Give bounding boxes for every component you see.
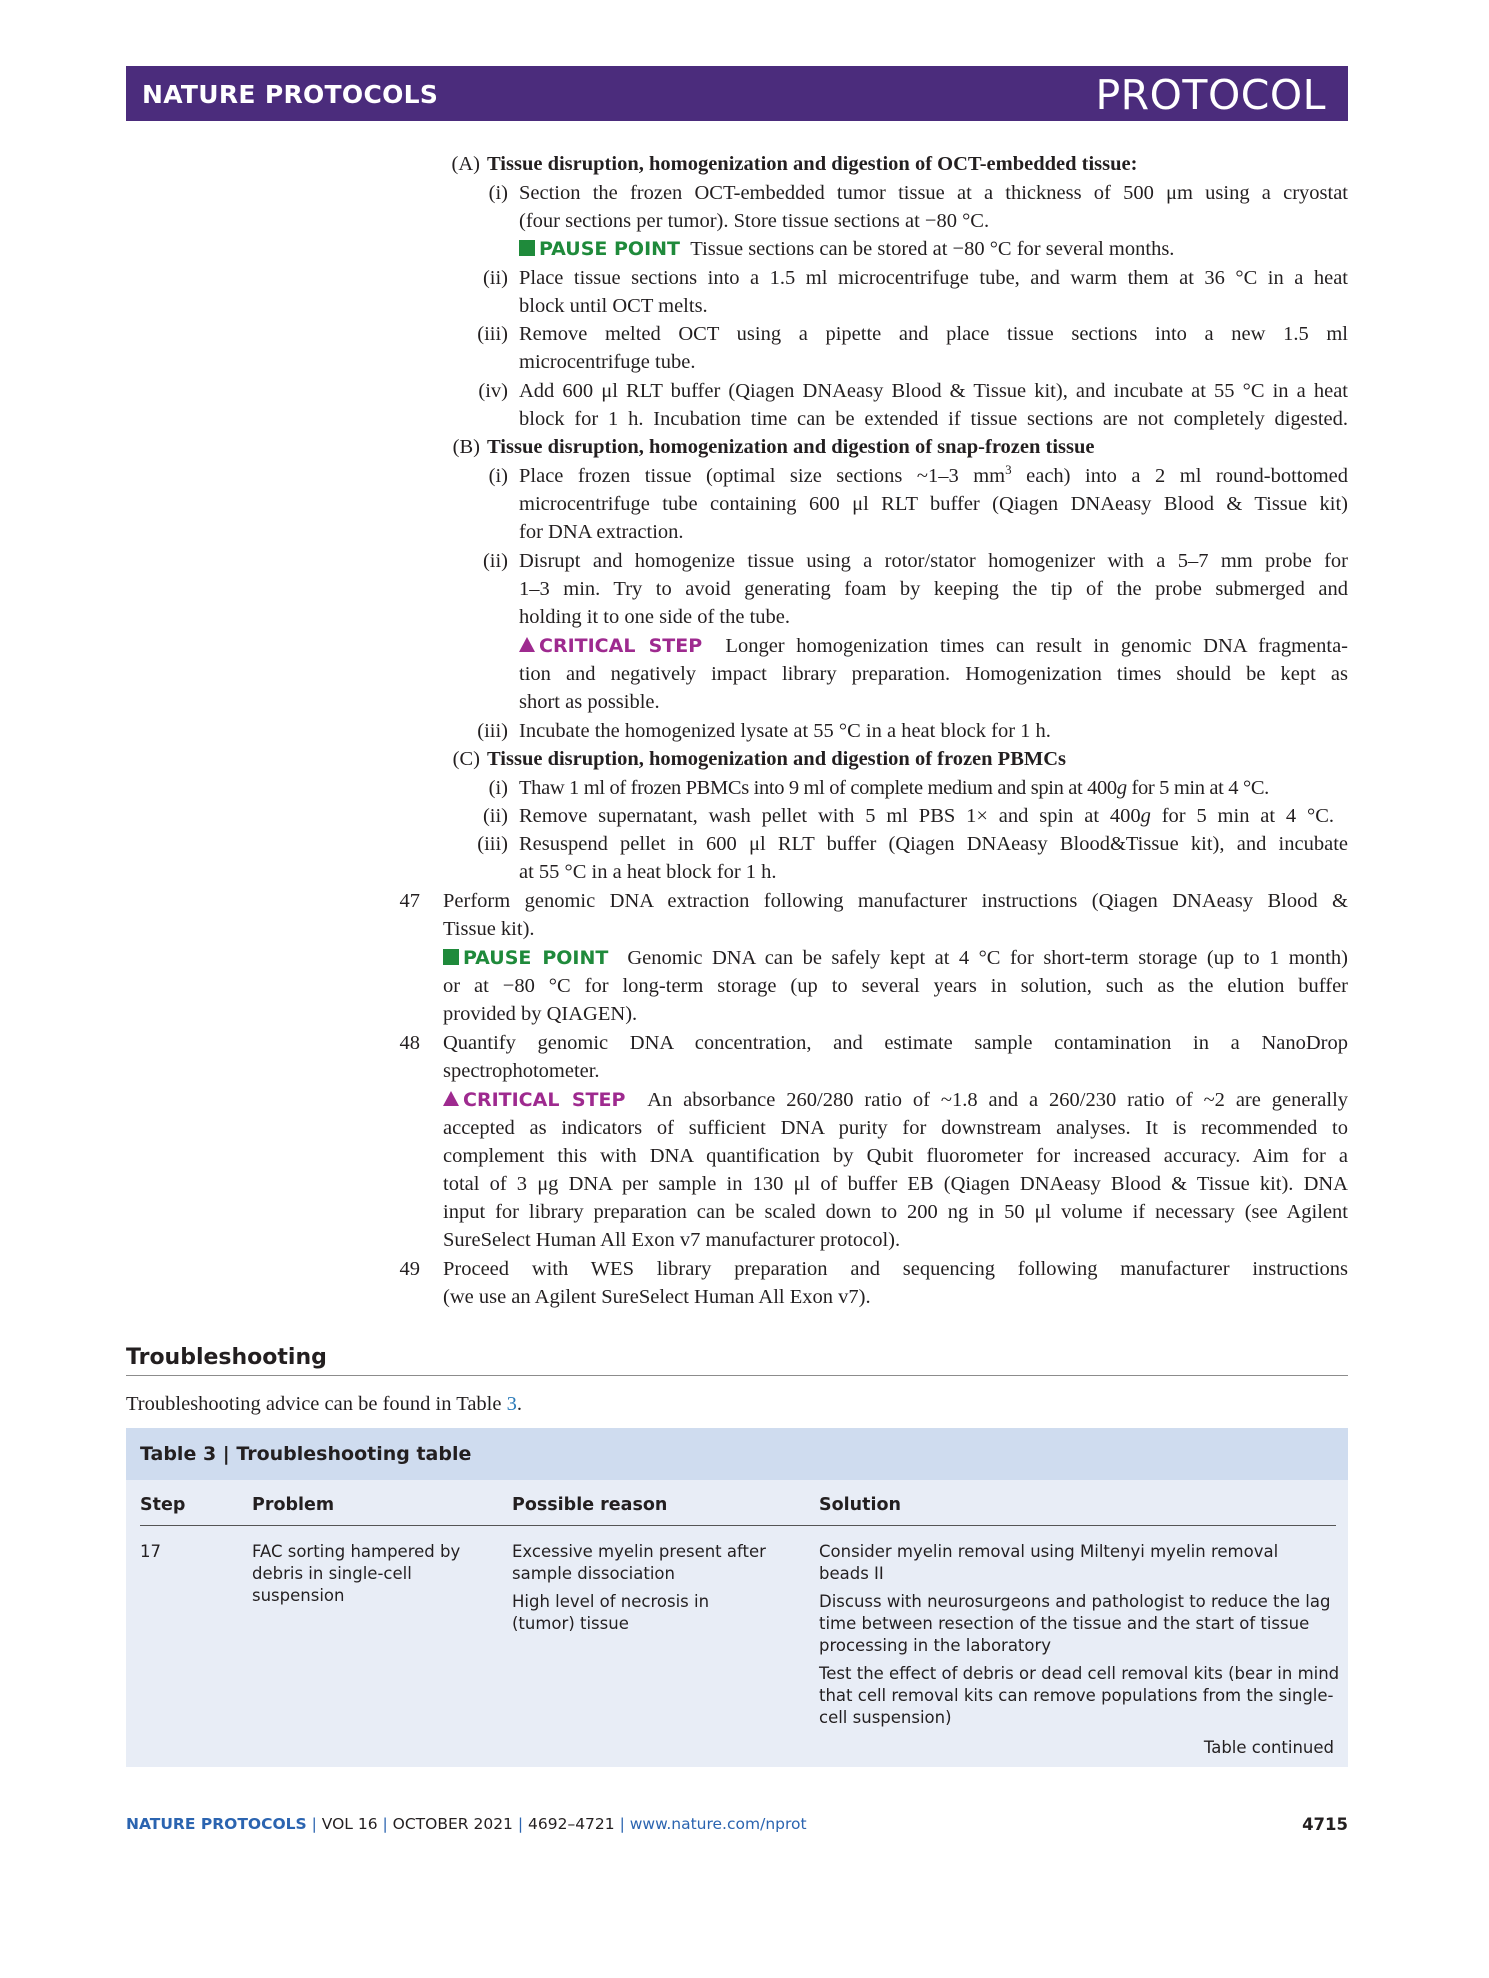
page-footer bbox=[126, 1815, 807, 1833]
cell-solution-line: beads II bbox=[819, 1564, 884, 1583]
italic-unit: g bbox=[1140, 805, 1151, 827]
text-line: microcentrifuge tube containing 600 μl RLT buffer (Qiagen DNAeasy Blood & Tissue kit) bbox=[519, 493, 1348, 515]
cell-solution-line: Discuss with neurosurgeons and pathologist to reduce the lag bbox=[819, 1592, 1331, 1611]
substep-num: (ii) bbox=[482, 267, 508, 289]
text-line: at 55 °C in a heat block for 1 h. bbox=[519, 861, 777, 883]
section-C-title: Tissue disruption, homogenization and digestion of frozen PBMCs bbox=[487, 748, 1067, 770]
text-line: Perform genomic DNA extraction following manufacturer instructions (Qiagen DNAeasy Blood & bbox=[443, 890, 1348, 912]
critical-step-note bbox=[519, 632, 1348, 660]
footer-separator: | bbox=[306, 1815, 322, 1833]
cell-reason-line: (tumor) tissue bbox=[512, 1614, 629, 1633]
text-line: accepted as indicators of sufficient DNA purity for downstream analyses. It is recommended to bbox=[443, 1117, 1348, 1139]
intro-end: . bbox=[516, 1393, 522, 1415]
footer-date: OCTOBER 2021 bbox=[392, 1815, 513, 1833]
text-line: for DNA extraction. bbox=[519, 521, 684, 543]
journal-name: NATURE PROTOCOLS bbox=[142, 80, 439, 109]
step-label-C: (C) bbox=[452, 748, 480, 770]
italic-unit: g bbox=[1116, 777, 1127, 799]
substep-num: (ii) bbox=[482, 550, 508, 572]
cell-solution-line: that cell removal kits can remove populations from the single- bbox=[819, 1686, 1334, 1705]
substep-num: (i) bbox=[488, 182, 508, 204]
text-line: microcentrifuge tube. bbox=[519, 351, 696, 373]
cell-solution-line: processing in the laboratory bbox=[819, 1636, 1052, 1655]
text-line: (four sections per tumor). Store tissue sections at −80 °C. bbox=[519, 210, 990, 232]
section-A-title: Tissue disruption, homogenization and digestion of OCT-embedded tissue: bbox=[487, 153, 1138, 175]
section-heading-troubleshooting: Troubleshooting bbox=[126, 1345, 327, 1370]
table-caption-title: Troubleshooting table bbox=[236, 1443, 472, 1465]
text-line: SureSelect Human All Exon v7 manufacturer protocol). bbox=[443, 1229, 901, 1251]
article-type: PROTOCOL bbox=[1095, 71, 1326, 119]
cell-problem-line: debris in single-cell bbox=[252, 1564, 412, 1583]
pause-point-label: PAUSE POINT bbox=[539, 238, 681, 260]
cell-solution-line: Test the effect of debris or dead cell removal kits (bear in mind bbox=[819, 1664, 1340, 1683]
text-line: Place tissue sections into a 1.5 ml microcentrifuge tube, and warm them at 36 °C in a heat bbox=[519, 267, 1348, 289]
journal-header-bar bbox=[126, 66, 1348, 121]
page-number: 4715 bbox=[1302, 1815, 1348, 1834]
text-line: Resuspend pellet in 600 μl RLT buffer (Qiagen DNAeasy Blood&Tissue kit), and incubate bbox=[519, 833, 1348, 855]
table-continued-note: Table continued bbox=[1203, 1738, 1334, 1757]
section-divider bbox=[126, 1375, 1348, 1376]
column-header-reason: Possible reason bbox=[512, 1495, 668, 1515]
text-line: block until OCT melts. bbox=[519, 295, 708, 317]
cell-reason-line: sample dissociation bbox=[512, 1564, 675, 1583]
table-header-rule bbox=[140, 1525, 1336, 1526]
text-line: input for library preparation can be scaled down to 200 ng in 50 μl volume if necessary (see Agilent bbox=[443, 1201, 1348, 1223]
text-line: Disrupt and homogenize tissue using a rotor/stator homogenizer with a 5–7 mm probe for bbox=[519, 550, 1348, 572]
substep-num: (iv) bbox=[478, 380, 508, 402]
text-segment: for 5 min at 4 °C. bbox=[1126, 777, 1269, 799]
critical-step-text: An absorbance 260/280 ratio of ~1.8 and a 260/230 ratio of ~2 are generally bbox=[647, 1089, 1349, 1111]
cell-solution-line: time between resection of the tissue and the start of tissue bbox=[819, 1614, 1310, 1633]
step-number-49: 49 bbox=[399, 1258, 420, 1280]
critical-step-label: CRITICAL STEP bbox=[463, 1089, 626, 1111]
footer-url-link[interactable]: www.nature.com/nprot bbox=[629, 1815, 807, 1833]
cell-reason-line: High level of necrosis in bbox=[512, 1592, 710, 1611]
section-B-title: Tissue disruption, homogenization and digestion of snap-frozen tissue bbox=[487, 436, 1095, 458]
footer-volume: VOL 16 bbox=[321, 1815, 378, 1833]
text-line: Incubate the homogenized lysate at 55 °C in a heat block for 1 h. bbox=[519, 720, 1051, 742]
text-line: holding it to one side of the tube. bbox=[519, 606, 791, 628]
text-line: total of 3 μg DNA per sample in 130 μl of buffer EB (Qiagen DNAeasy Blood & Tissue kit). DNA bbox=[443, 1173, 1348, 1195]
column-header-step: Step bbox=[140, 1495, 186, 1515]
text-line: Add 600 μl RLT buffer (Qiagen DNAeasy Blood & Tissue kit), and incubate at 55 °C in a heat bbox=[519, 380, 1348, 402]
text-segment: for 5 min at 4 °C. bbox=[1150, 805, 1334, 827]
pause-square-icon bbox=[519, 240, 535, 256]
intro-text: Troubleshooting advice can be found in Table bbox=[126, 1393, 507, 1415]
pause-point-label: PAUSE POINT bbox=[463, 947, 609, 969]
text-line: short as possible. bbox=[519, 691, 660, 713]
column-header-solution: Solution bbox=[819, 1495, 901, 1515]
pause-point-text: Tissue sections can be stored at −80 °C for several months. bbox=[690, 238, 1175, 260]
text-segment: Remove supernatant, wash pellet with 5 ml PBS 1× and spin at 400 bbox=[519, 805, 1141, 827]
text-line: Tissue kit). bbox=[443, 918, 535, 940]
warning-triangle-icon bbox=[443, 1091, 459, 1106]
substep-num: (iii) bbox=[477, 720, 508, 742]
critical-step-text: Longer homogenization times can result in genomic DNA fragmenta- bbox=[725, 635, 1349, 657]
footer-pages: 4692–4721 bbox=[528, 1815, 615, 1833]
text-line: spectrophotometer. bbox=[443, 1060, 600, 1082]
text-line: complement this with DNA quantification by Qubit fluorometer for increased accuracy. Aim for a bbox=[443, 1145, 1348, 1167]
text-segment: each) into a 2 ml round-bottomed bbox=[1011, 465, 1349, 487]
substep-num: (iii) bbox=[477, 323, 508, 345]
critical-step-label: CRITICAL STEP bbox=[539, 635, 703, 657]
text-line: tion and negatively impact library preparation. Homogenization times should be kept as bbox=[519, 663, 1348, 685]
pause-point-text: Genomic DNA can be safely kept at 4 °C for short-term storage (up to 1 month) bbox=[627, 947, 1349, 969]
text-line: block for 1 h. Incubation time can be extended if tissue sections are not completely digested. bbox=[519, 408, 1348, 430]
step-number-47: 47 bbox=[399, 890, 420, 912]
column-header-problem: Problem bbox=[252, 1495, 335, 1515]
critical-step-note bbox=[443, 1086, 1348, 1114]
text-line: (we use an Agilent SureSelect Human All Exon v7). bbox=[443, 1286, 871, 1308]
troubleshooting-table bbox=[126, 1428, 1348, 1767]
text-line bbox=[519, 802, 1334, 830]
text-line: Section the frozen OCT-embedded tumor tissue at a thickness of 500 μm using a cryostat bbox=[519, 182, 1348, 204]
warning-triangle-icon bbox=[519, 637, 535, 652]
text-segment: Place frozen tissue (optimal size sections ~1–3 mm bbox=[519, 465, 1006, 487]
cell-solution-line: cell suspension) bbox=[819, 1708, 952, 1727]
footer-separator: | bbox=[512, 1815, 528, 1833]
text-line: 1–3 min. Try to avoid generating foam by keeping the tip of the probe submerged and bbox=[519, 578, 1348, 600]
pause-point-note bbox=[519, 235, 1174, 263]
cell-reason-line: Excessive myelin present after bbox=[512, 1542, 766, 1561]
footer-journal: NATURE PROTOCOLS bbox=[126, 1815, 307, 1833]
pause-point-note bbox=[443, 944, 1348, 972]
superscript: 3 bbox=[1005, 462, 1012, 478]
step-label-B: (B) bbox=[452, 436, 480, 458]
step-number-48: 48 bbox=[399, 1032, 420, 1054]
substep-num: (iii) bbox=[477, 833, 508, 855]
text-line: Proceed with WES library preparation and sequencing following manufacturer instructions bbox=[443, 1258, 1348, 1280]
substep-num: (ii) bbox=[482, 805, 508, 827]
substep-num: (i) bbox=[488, 777, 508, 799]
text-line: Quantify genomic DNA concentration, and estimate sample contamination in a NanoDrop bbox=[443, 1032, 1348, 1054]
cell-problem-line: suspension bbox=[252, 1586, 345, 1605]
text-line: Remove melted OCT using a pipette and place tissue sections into a new 1.5 ml bbox=[519, 323, 1348, 345]
step-label-A: (A) bbox=[451, 153, 480, 175]
troubleshooting-intro bbox=[126, 1390, 522, 1418]
cell-step: 17 bbox=[140, 1542, 161, 1561]
text-segment: Thaw 1 ml of frozen PBMCs into 9 ml of complete medium and spin at 400 bbox=[519, 777, 1117, 799]
text-line bbox=[519, 462, 1348, 490]
table-caption-bar bbox=[126, 1428, 1348, 1480]
cell-problem-line: FAC sorting hampered by bbox=[252, 1542, 461, 1561]
substep-num: (i) bbox=[488, 465, 508, 487]
table-caption-label: Table 3 | bbox=[140, 1443, 230, 1465]
text-line: provided by QIAGEN). bbox=[443, 1003, 638, 1025]
text-line bbox=[519, 774, 1269, 802]
cell-solution-line: Consider myelin removal using Miltenyi myelin removal bbox=[819, 1542, 1279, 1561]
table-caption bbox=[140, 1443, 471, 1465]
pause-square-icon bbox=[443, 949, 459, 965]
text-line: or at −80 °C for long-term storage (up to several years in solution, such as the elution buffer bbox=[443, 975, 1348, 997]
footer-separator: | bbox=[614, 1815, 630, 1833]
footer-separator: | bbox=[377, 1815, 393, 1833]
table-reference-link[interactable]: 3 bbox=[506, 1393, 517, 1415]
